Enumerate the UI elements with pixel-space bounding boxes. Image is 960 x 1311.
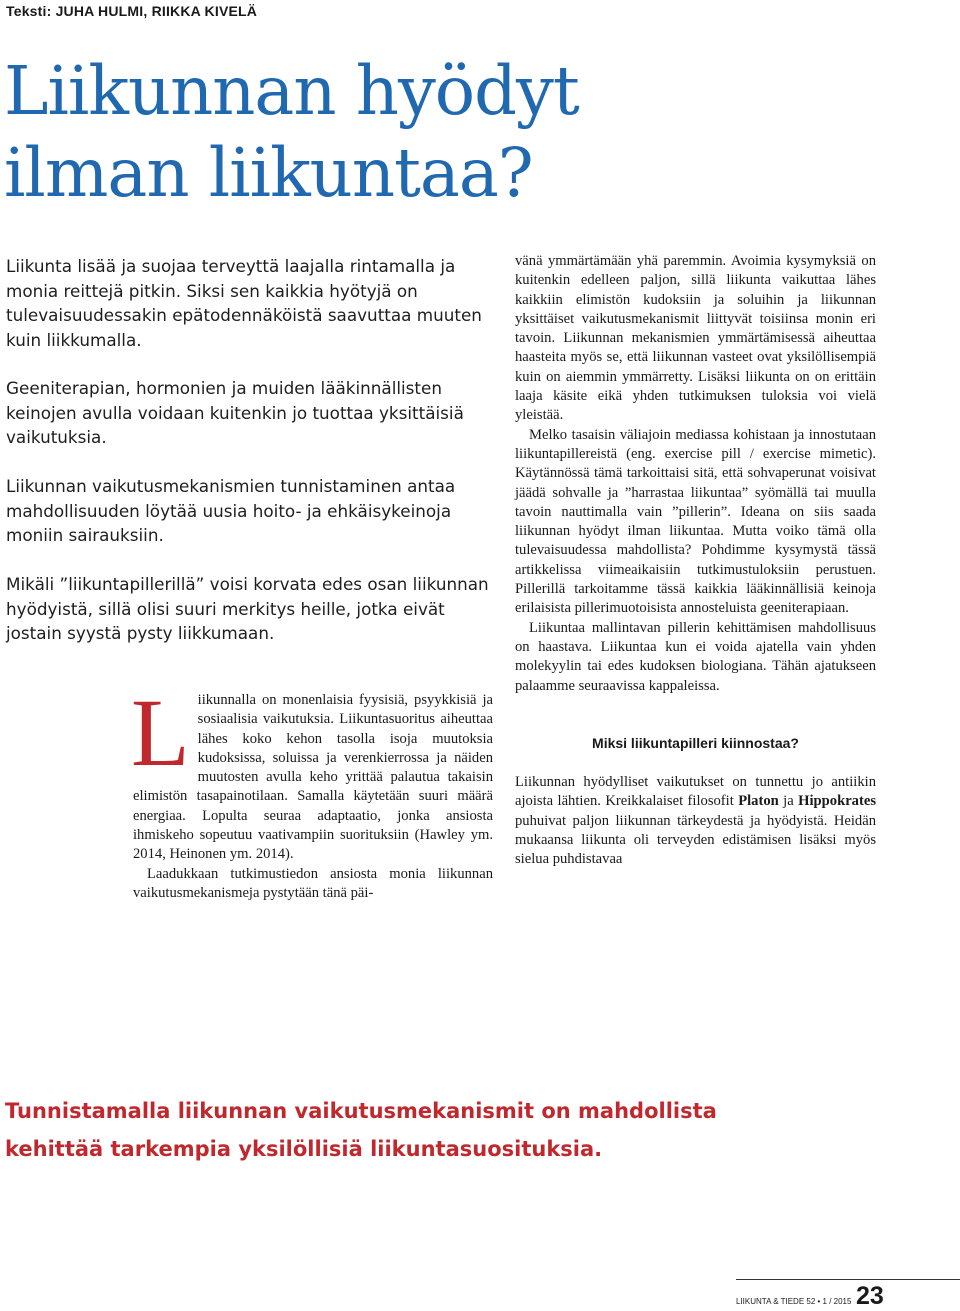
- intro-paragraph: Liikunnan vaikutusmekanismien tunnistaminen antaa mahdollisuuden löytää uusia hoito- ja ehkäisykeinoja moniin sairauksiin.: [6, 476, 456, 546]
- name-platon: Platon: [738, 793, 779, 810]
- pull-quote-line: kehittää tarkempia yksilöllisiä liikuntasuosituksia.: [5, 1137, 603, 1161]
- body-text: puhuivat paljon liikunnan tärkeydestä ja hyödyistä. Heidän mukaansa liikunta oli terveyden edistämisen lisäksi myös sielua puhdistavaa: [515, 812, 876, 868]
- title-line: ilman liikuntaa?: [4, 134, 533, 212]
- pull-quote: [5, 1092, 905, 1168]
- intro-text: [6, 254, 498, 352]
- intro-text: [6, 572, 498, 646]
- footer-divider: [736, 1279, 960, 1280]
- name-hippokrates: Hippokrates: [798, 793, 876, 810]
- body-text: ja: [778, 793, 799, 810]
- body-paragraph: [131, 679, 493, 865]
- title-line: Liikunnan hyödyt: [4, 52, 579, 130]
- section-heading: Miksi liikuntapilleri kiinnostaa?: [592, 734, 799, 751]
- intro-paragraph: Mikäli ”liikuntapillerillä” voisi korvata edes osan liikunnan hyödyistä, sillä olisi suuri merkitys heille, jotka eivät jostain syystä pysty liikkumaan.: [6, 574, 489, 644]
- body-paragraph: Liikuntaa mallintavan pillerin kehittämisen mahdollisuus on haastava. Liikuntaa kun ei voida ajatella vain yhden molekyylin tai edes kudoksen biologiana. Tähän ajatukseen palaamme seuraavissa kappaleissa.: [515, 619, 876, 694]
- body-paragraph: Melko tasaisin väliajoin mediassa kohistaan ja innostutaan liikuntapillereistä (eng. exercise pill / exercise mimetic). Käytännössä tämä tarkoittaisi sitä, että sohvaperunat voisivat jäädä sohvalle ja ”harrastaa liikuntaa” syömällä tai muulla tavoin nauttimalla vain ”pillerin”. Ideana on siis saada liikunnan hyödyt ilman liikuntaa. Mutta voiko tämä olla tulevaisuudessa mahdollista? Pohdimme kysymystä tässä artikkelissa viimeaikaisiin tutkimustuloksiin perustuen. Pillerillä tarkoitamme tässä kaikkia lääkinnällisiä keinoja erilaisista pillerimuotoisista annosteluista geeniterapiaan.: [515, 426, 876, 617]
- body-column-right: [515, 252, 876, 870]
- byline: Teksti: JUHA HULMI, RIIKKA KIVELÄ: [6, 3, 258, 19]
- body-paragraph: Laadukkaan tutkimustiedon ansiosta monia liikunnan vaikutusmekanismeja pystytään tänä päi-: [133, 865, 493, 901]
- drop-cap: L: [131, 679, 190, 786]
- article-title: [4, 50, 704, 214]
- intro-text: [6, 376, 498, 450]
- body-paragraph: vänä ymmärtämään yhä paremmin. Avoimia kysymyksiä on kuitenkin edelleen paljon, sillä liikunta vaikuttaa lähes kaikkiin elimistön kudoksiin ja soluihin ja liikunnan yksittäiset vaikutusmekanismit liittyvät toisiinsa monin eri tavoin. Liikunnan mekanismien ymmärtämisessä aiheuttaa haasteita myös se, että liikunnan vasteet ovat yksilöllisempiä kuin on aiemmin ymmärretty. Lisäksi liikunta on on erittäin laaja käsite eikä yhden tutkimuksen tuloksia voi vielä yleistää.: [515, 253, 876, 424]
- body-text: Liikunnan hyödylliset vaikutukset on tunnettu jo antiikin ajoista lähtien. Kreikkalaiset filosofit: [515, 774, 876, 810]
- intro-paragraph: Liikunta lisää ja suojaa terveyttä laajalla rintamalla ja monia reittejä pitkin. Siksi sen kaikkia hyötyjä on tulevaisuudessakin epätodennäköistä saavuttaa muuten kuin liikkumalla.: [6, 256, 482, 350]
- journal-footer: LIIKUNTA & TIEDE 52 • 1 / 2015: [736, 1297, 852, 1306]
- pull-quote-line: Tunnistamalla liikunnan vaikutusmekanismit on mahdollista: [5, 1099, 717, 1123]
- body-column-left: [131, 679, 493, 903]
- body-paragraph: [515, 773, 876, 869]
- intro-paragraph: Geeniterapian, hormonien ja muiden lääkinnällisten keinojen avulla voidaan kuitenkin jo tuottaa yksittäisiä vaikutuksia.: [6, 378, 464, 448]
- intro-text: [6, 474, 498, 548]
- page-number: 23: [856, 1282, 884, 1310]
- body-text: iikunnalla on monenlaisia fyysisiä, psyykkisiä ja sosiaalisia vaikutuksia. Liikuntasuoritus aiheuttaa lähes koko kehon tasolla isoja muutoksia kudoksissa, soluissa ja verenkierrossa ja näiden muutosten avulla keho yrittää palautua takaisin elimistön tasapainotilaan. Samalla käytetään suuri määrä energiaa. Lopulta seuraa adaptaatio, jonka ansiosta ihmiskeho sopeutuu vaativampiin suorituksiin (Hawley ym. 2014, Heinonen ym. 2014).: [133, 692, 493, 863]
